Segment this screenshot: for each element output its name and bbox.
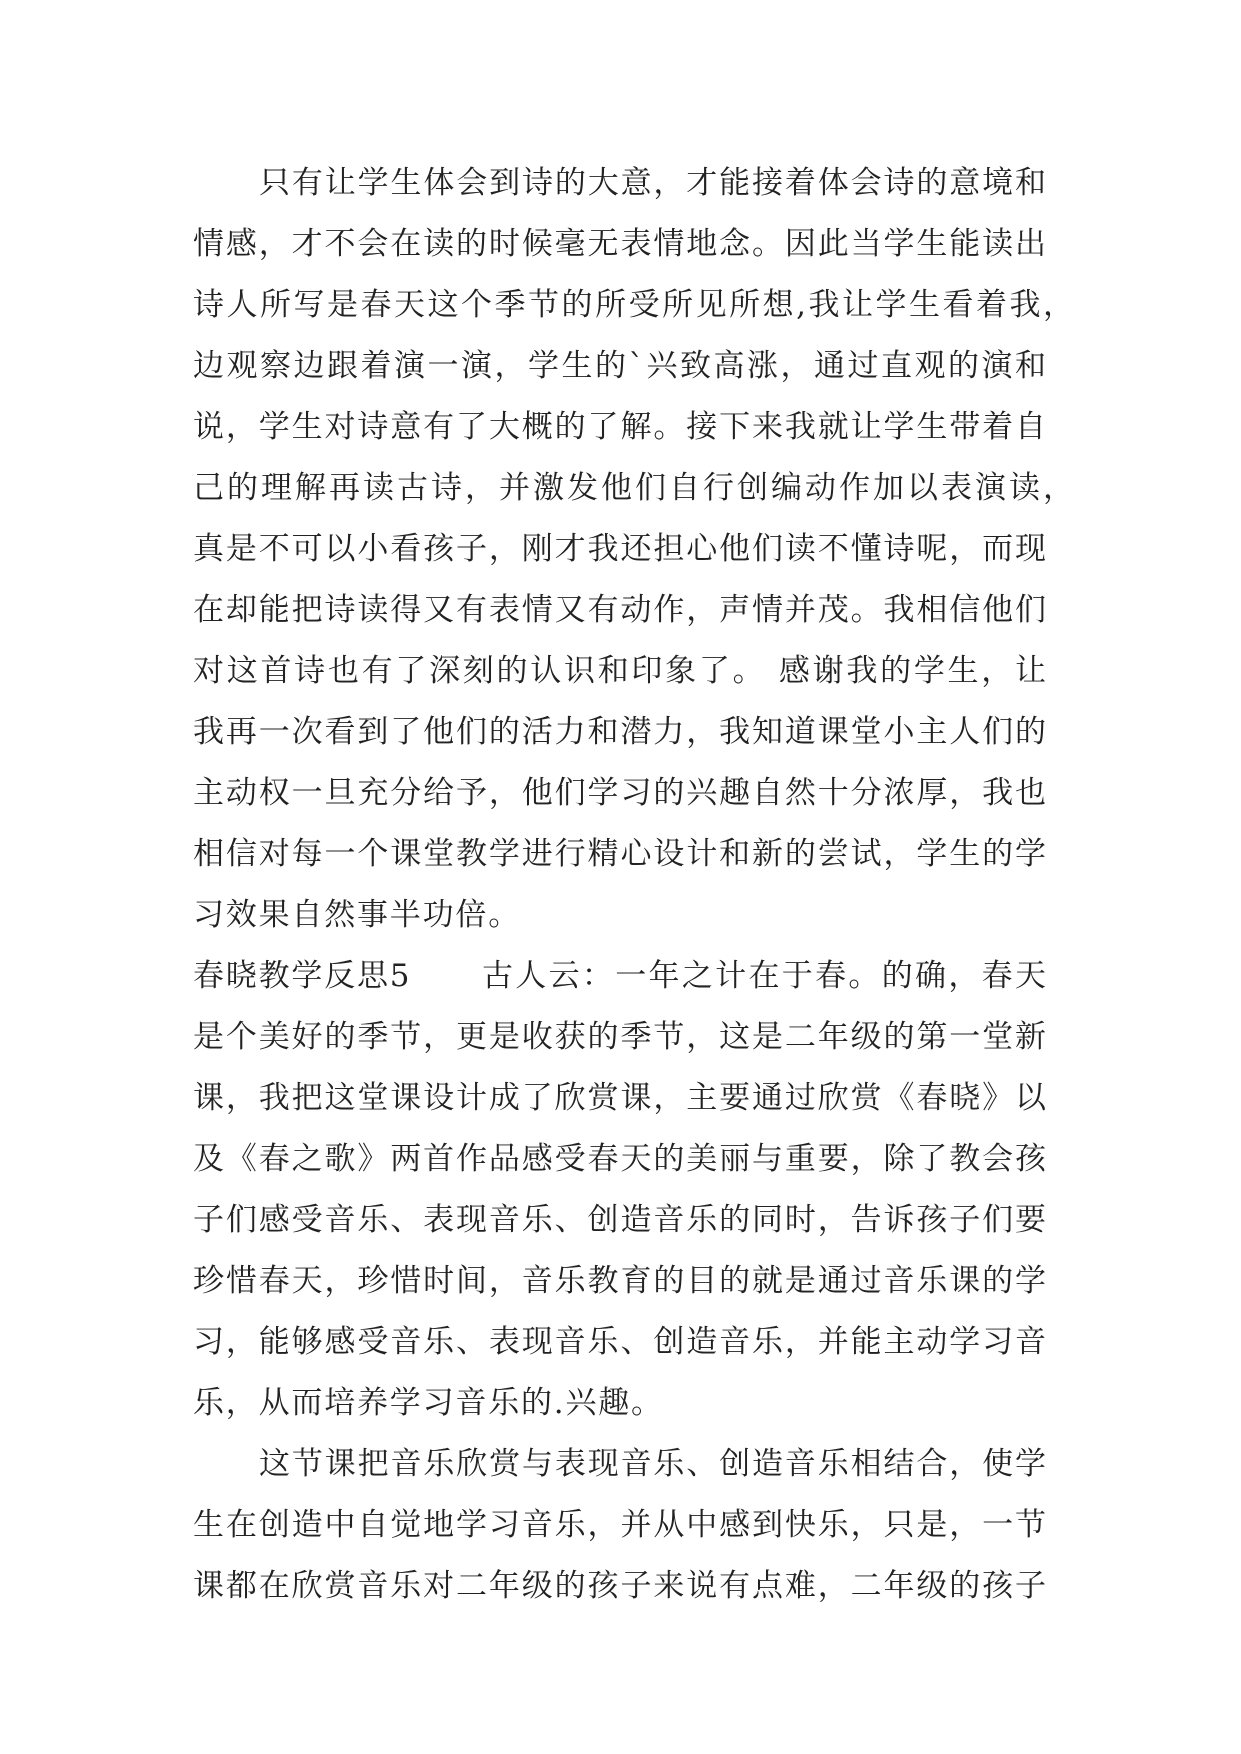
- paragraph: [193, 1434, 1046, 1617]
- text-line: [193, 946, 1046, 1007]
- text-line: 课都在欣赏音乐对二年级的孩子来说有点难，二年级的孩子: [193, 1568, 1046, 1604]
- text-line: 是个美好的季节，更是收获的季节，这是二年级的第一堂新: [193, 1019, 1046, 1055]
- text-line: 乐，从而培养学习音乐的.兴趣。: [193, 1385, 664, 1421]
- text-line: 对这首诗也有了深刻的认识和印象了。 感谢我的学生，让: [193, 653, 1046, 689]
- text-line: 真是不可以小看孩子，刚才我还担心他们读不懂诗呢，而现: [193, 531, 1046, 567]
- section-heading: 春晓教学反思5: [193, 958, 412, 994]
- text-line: 习，能够感受音乐、表现音乐、创造音乐，并能主动学习音: [193, 1324, 1046, 1360]
- text-line: 己的理解再读古诗，并激发他们自行创编动作加以表演读，: [193, 470, 1074, 506]
- text-line: 边观察边跟着演一演，学生的`兴致高涨，通过直观的演和: [193, 348, 1046, 384]
- text-line: 只有让学生体会到诗的大意，才能接着体会诗的意境和: [259, 165, 1046, 201]
- text-line: 在却能把诗读得又有表情又有动作，声情并茂。我相信他们: [193, 592, 1046, 628]
- text-line: 情感，才不会在读的时候毫无表情地念。因此当学生能读出: [193, 226, 1046, 262]
- paragraph: [193, 153, 1074, 946]
- text-line: 诗人所写是春天这个季节的所受所见所想,我让学生看着我，: [193, 287, 1074, 323]
- text-line: 课，我把这堂课设计成了欣赏课，主要通过欣赏《春晓》以: [193, 1080, 1046, 1116]
- text-line: 珍惜春天，珍惜时间，音乐教育的目的就是通过音乐课的学: [193, 1263, 1046, 1299]
- text-line: 习效果自然事半功倍。: [193, 897, 521, 933]
- document-page: [193, 153, 1074, 1617]
- text-line: 生在创造中自觉地学习音乐，并从中感到快乐，只是，一节: [193, 1507, 1046, 1543]
- text-line: 这节课把音乐欣赏与表现音乐、创造音乐相结合，使学: [259, 1446, 1046, 1482]
- text-line: 说，学生对诗意有了大概的了解。接下来我就让学生带着自: [193, 409, 1046, 445]
- text-line-segment: 古人云：一年之计在于春。的确，春天: [482, 958, 1046, 994]
- text-line: 相信对每一个课堂教学进行精心设计和新的尝试，学生的学: [193, 836, 1046, 872]
- text-line: 子们感受音乐、表现音乐、创造音乐的同时，告诉孩子们要: [193, 1202, 1046, 1238]
- text-line: 我再一次看到了他们的活力和潜力，我知道课堂小主人们的: [193, 714, 1046, 750]
- paragraph: [193, 946, 1046, 1434]
- text-line: 主动权一旦充分给予，他们学习的兴趣自然十分浓厚，我也: [193, 775, 1046, 811]
- text-line: 及《春之歌》两首作品感受春天的美丽与重要，除了教会孩: [193, 1141, 1046, 1177]
